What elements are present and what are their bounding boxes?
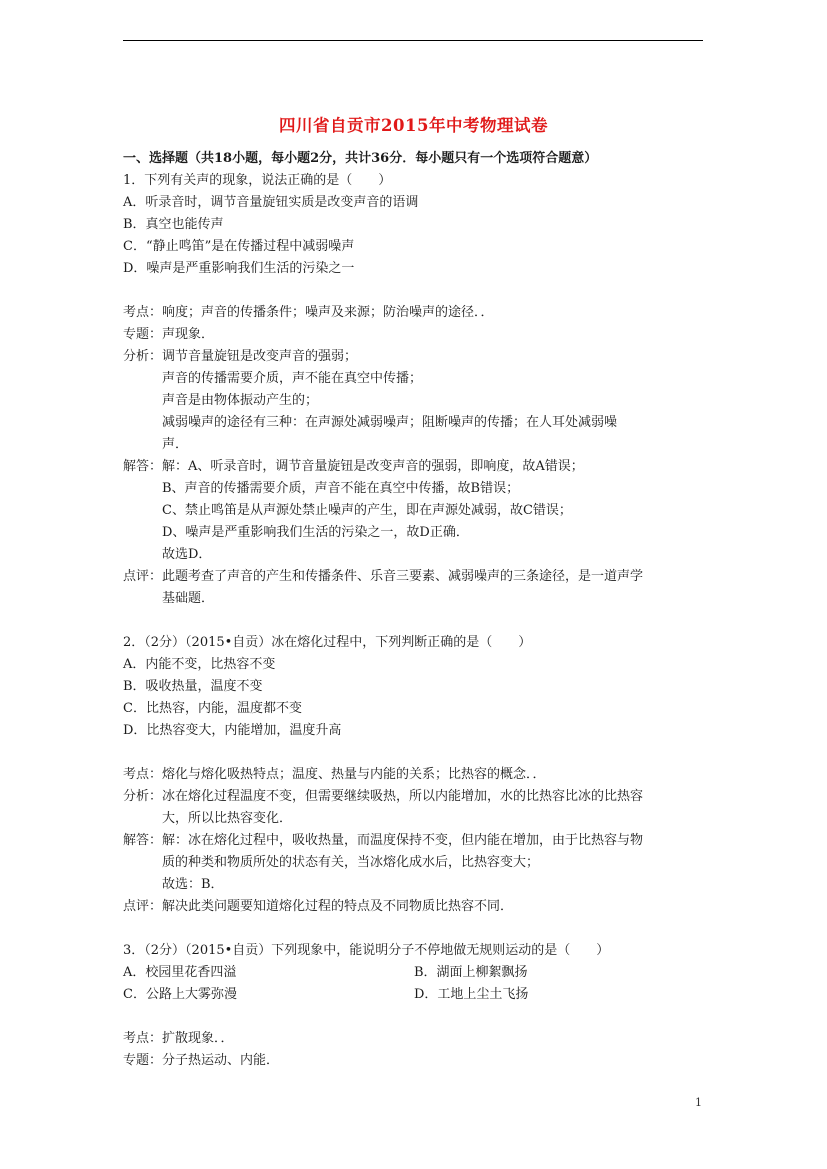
options-row-1 xyxy=(123,962,705,984)
dianping-line: 基础题． xyxy=(162,591,215,606)
question-stem: 3．（2分）（2015•自贡）下列现象中，能说明分子不停地做无规则运动的是（ ） xyxy=(123,943,610,958)
option-a: A．内能不变，比热容不变 xyxy=(123,657,276,672)
exam-content xyxy=(123,148,705,1072)
question-stem: 1．下列有关声的现象，说法正确的是（ ） xyxy=(123,173,392,188)
option-c: C．公路上大雾弥漫 xyxy=(123,987,237,1002)
dianping-block xyxy=(123,566,705,610)
fenxi-line: 声音是由物体振动产生的； xyxy=(162,393,319,408)
question-1 xyxy=(123,170,705,610)
option-d: D．比热容变大，内能增加，温度升高 xyxy=(123,723,342,738)
jieda-line: 故选D． xyxy=(162,547,212,562)
option-d: D．噪声是严重影响我们生活的污染之一 xyxy=(123,261,355,276)
option-a: A．听录音时，调节音量旋钮实质是改变声音的语调 xyxy=(123,195,419,210)
option-b: B．湖面上柳絮飘扬 xyxy=(414,965,528,980)
fenxi-label: 分析： xyxy=(123,789,163,804)
fenxi-label: 分析： xyxy=(123,349,163,364)
page-number: 1 xyxy=(695,1096,702,1109)
dianping-label: 点评： xyxy=(123,899,163,914)
header-rule xyxy=(123,40,703,41)
options-row-2 xyxy=(123,984,705,1006)
jieda-line: 质的种类和物质所处的状态有关，当冰熔化成水后，比热容变大； xyxy=(162,855,540,870)
dianping-line: 解决此类问题要知道熔化过程的特点及不同物质比热容不同． xyxy=(162,899,514,914)
dianping-block xyxy=(123,896,705,918)
question-2 xyxy=(123,632,705,918)
fenxi-block xyxy=(123,786,705,830)
jieda-line: 解：A、听录音时，调节音量旋钮是改变声音的强弱，即响度，故A错误； xyxy=(162,459,584,474)
jieda-line: 故选：B． xyxy=(162,877,224,892)
jieda-line: C、禁止鸣笛是从声源处禁止噪声的产生，即在声源处减弱，故C错误； xyxy=(162,503,572,518)
question-3 xyxy=(123,940,705,1072)
zhuanti: 专题：分子热运动、内能． xyxy=(123,1053,280,1068)
option-d: D．工地上尘土飞扬 xyxy=(414,987,529,1002)
option-b: B．真空也能传声 xyxy=(123,217,224,232)
option-a: A．校园里花香四溢 xyxy=(123,965,237,980)
jieda-label: 解答： xyxy=(123,459,163,474)
kaodian: 考点：响度；声音的传播条件；噪声及来源；防治噪声的途径．． xyxy=(123,305,494,320)
fenxi-line: 调节音量旋钮是改变声音的强弱； xyxy=(162,349,358,364)
dianping-label: 点评： xyxy=(123,569,163,584)
jieda-block xyxy=(123,456,705,566)
jieda-block xyxy=(123,830,705,896)
jieda-line: B、声音的传播需要介质，声音不能在真空中传播，故B错误； xyxy=(162,481,520,496)
jieda-line: 解：冰在熔化过程中，吸收热量，而温度保持不变，但内能在增加，由于比热容与物 xyxy=(162,833,644,848)
jieda-line: D、噪声是严重影响我们生活的污染之一，故D正确． xyxy=(162,525,469,540)
fenxi-block xyxy=(123,346,705,456)
dianping-line: 此题考查了声音的产生和传播条件、乐音三要素、减弱噪声的三条途径，是一道声学 xyxy=(162,569,644,584)
section-heading: 一、选择题（共18小题，每小题2分，共计36分．每小题只有一个选项符合题意） xyxy=(123,151,598,166)
exam-title: 四川省自贡市2015年中考物理试卷 xyxy=(279,116,548,135)
fenxi-line: 冰在熔化过程温度不变，但需要继续吸热，所以内能增加，水的比热容比冰的比热容 xyxy=(162,789,644,804)
option-c: C．“静止鸣笛”是在传播过程中减弱噪声 xyxy=(123,239,355,254)
kaodian: 考点：熔化与熔化吸热特点；温度、热量与内能的关系；比热容的概念．． xyxy=(123,767,546,782)
kaodian: 考点：扩散现象．． xyxy=(123,1031,234,1046)
jieda-label: 解答： xyxy=(123,833,163,848)
fenxi-line: 声． xyxy=(162,437,189,452)
fenxi-line: 减弱噪声的途径有三种：在声源处减弱噪声；阻断噪声的传播；在人耳处减弱噪 xyxy=(162,415,618,430)
option-c: C．比热容，内能，温度都不变 xyxy=(123,701,302,716)
question-stem: 2．（2分）（2015•自贡）冰在熔化过程中，下列判断正确的是（ ） xyxy=(123,635,532,650)
option-b: B．吸收热量，温度不变 xyxy=(123,679,263,694)
zhuanti: 专题：声现象． xyxy=(123,327,215,342)
fenxi-line: 大，所以比热容变化． xyxy=(162,811,293,826)
fenxi-line: 声音的传播需要介质，声不能在真空中传播； xyxy=(162,371,423,386)
